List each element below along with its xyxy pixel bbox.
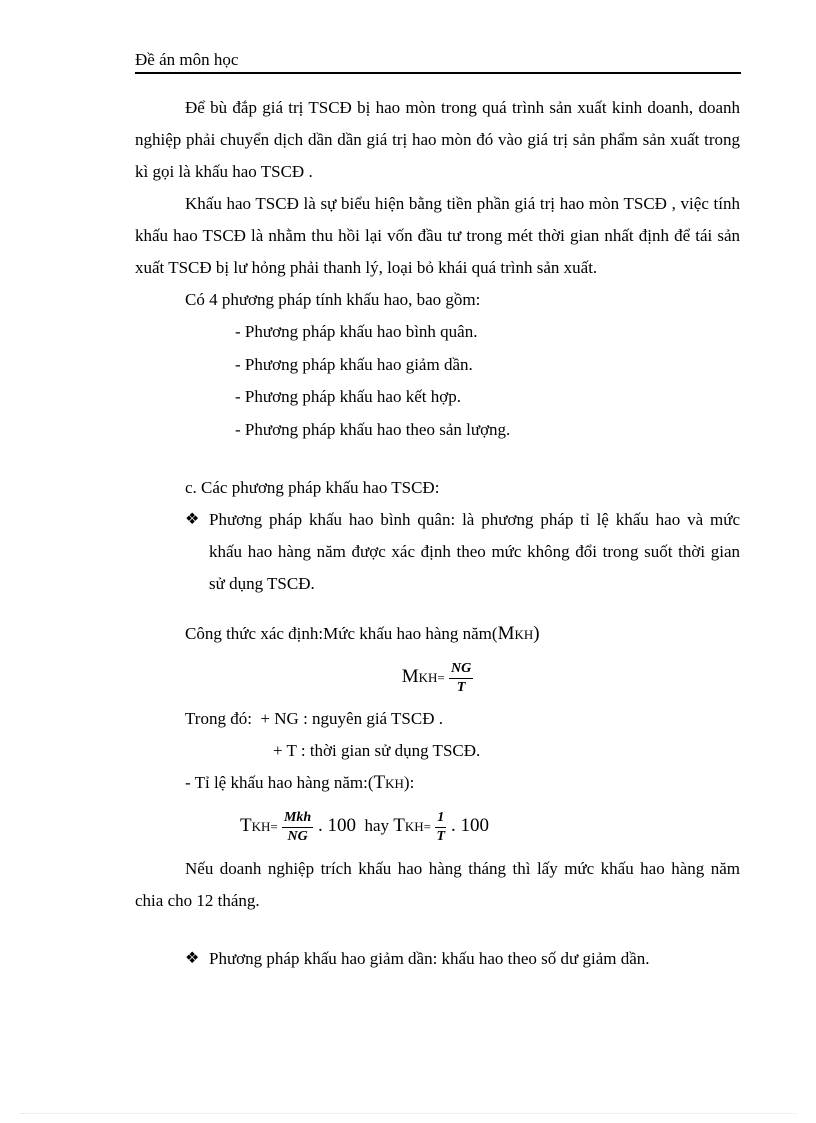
- methods-list: [135, 316, 740, 446]
- paragraph-monthly: Nếu doanh nghiệp trích khấu hao hàng tháng thì lấy mức khấu hao hàng năm chia cho 12 tháng.: [135, 859, 740, 910]
- formula-depreciation-rate: TKH= $\frac{\text{Mkh}}{NG}$ . 100 hay TKH= $\frac{1}{T}$ . 100: [240, 809, 489, 844]
- list-item: - Phương pháp khấu hao bình quân.: [235, 322, 478, 341]
- list-item: - Phương pháp khấu hao giảm dần.: [235, 354, 473, 374]
- document-body: [135, 92, 740, 975]
- bullet-item-straight-line: [135, 504, 740, 600]
- diamond-bullet-icon: ❖: [185, 511, 200, 528]
- methods-intro: Có 4 phương pháp tính khấu hao, bao gồm:: [185, 290, 481, 309]
- list-item: - Phương pháp khấu hao theo sản lượng.: [235, 419, 511, 439]
- where-line-1: Trong đó: + NG : nguyên giá TSCĐ .: [185, 709, 443, 728]
- footer-divider: [20, 1113, 796, 1114]
- rate-intro: - Tỉ lệ khấu hao hàng năm:(TKH):: [185, 772, 415, 793]
- bullet-text: Phương pháp khấu hao bình quân: là phương pháp tỉ lệ khấu hao và mức khấu hao hàng năm được xác định theo mức không đổi trong suốt thời gian sử dụng TSCĐ.: [209, 510, 740, 593]
- bullet-text: Phương pháp khấu hao giảm dần: khấu hao theo số dư giảm dần.: [209, 949, 650, 968]
- diamond-bullet-icon: ❖: [185, 950, 200, 967]
- fraction: $\frac{NG}{T}$: [451, 660, 472, 695]
- fraction: $\frac{1}{T}$: [436, 809, 446, 844]
- formula-annual-depreciation: MKH= $\frac{NG}{T}$: [401, 660, 472, 695]
- list-item: - Phương pháp khấu hao kết hợp.: [235, 387, 461, 406]
- where-line-2: + T : thời gian sử dụng TSCĐ.: [273, 741, 481, 760]
- section-heading-c: c. Các phương pháp khấu hao TSCĐ:: [185, 478, 440, 497]
- header-title: Đề án môn học: [135, 50, 239, 69]
- bullet-item-declining: [135, 943, 740, 975]
- page-header: [135, 48, 741, 74]
- paragraph-intro: Để bù đắp giá trị TSCĐ bị hao mòn trong quá trình sản xuất kinh doanh, doanh nghiệp phải chuyển dịch dần dần giá trị hao mòn đó vào giá trị sản phẩm sản xuất trong kì gọi là khấu hao TSCĐ .: [135, 98, 740, 181]
- formula-intro: Công thức xác định:Mức khấu hao hàng năm(MKH): [185, 623, 540, 644]
- fraction: $\frac{\text{Mkh}}{NG}$: [283, 809, 312, 844]
- paragraph-definition: Khấu hao TSCĐ là sự biểu hiện bằng tiền phần giá trị hao mòn TSCĐ , việc tính khấu hao TSCĐ là nhằm thu hồi lại vốn đầu tư trong mét thời gian nhất định để tái sản xuất TSCĐ bị lư hỏng phải thanh lý, loại bỏ khái quá trình sản xuất.: [135, 194, 740, 277]
